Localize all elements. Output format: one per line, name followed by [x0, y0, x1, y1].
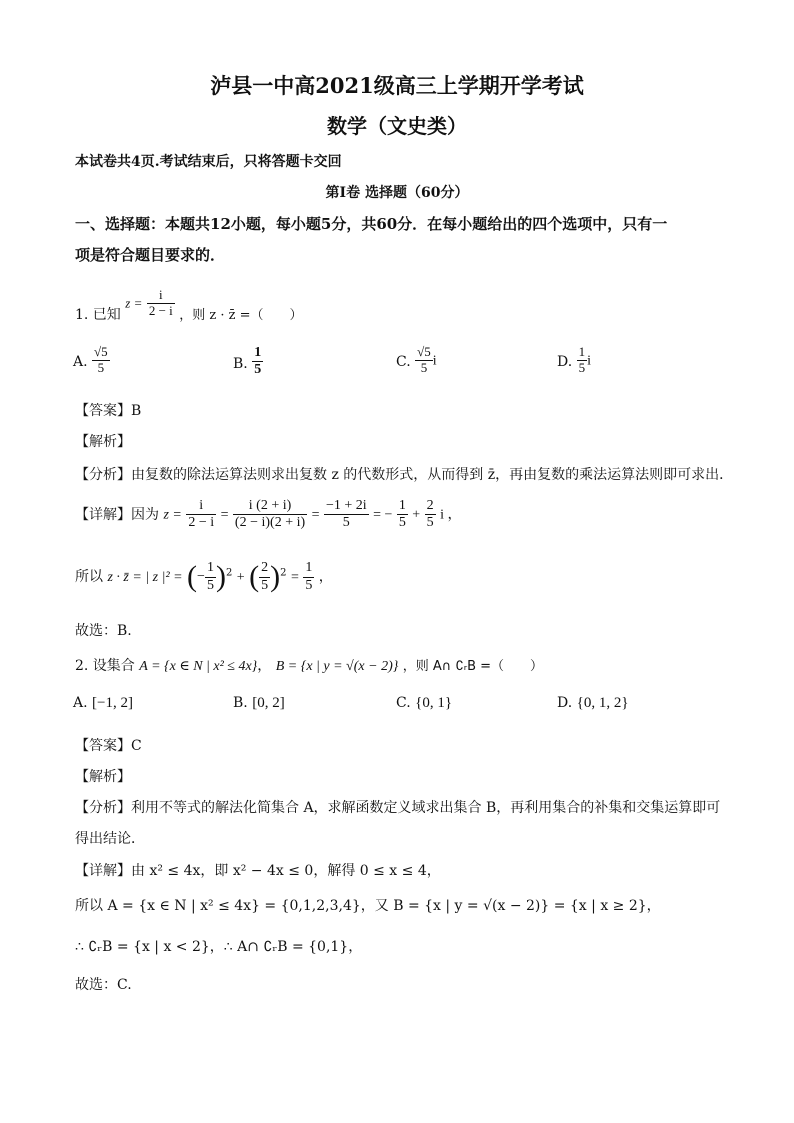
q1-prefix: 1. 已知 [75, 307, 121, 324]
q2-detail-1: 【详解】由 x² ≤ 4x，即 x² − 4x ≤ 0，解得 0 ≤ x ≤ 4， [75, 863, 441, 879]
q2-option-c: C. {0, 1} [396, 695, 453, 711]
q1-analysis: 【分析】由复数的除法运算法则求出复数 z 的代数形式，从而得到 z̄，再由复数的乘法运算法则即可求出． [75, 467, 734, 483]
q1-fraction: $\frac{i}{2 - i}$ [148, 287, 173, 318]
q1-answer: 【答案】B [75, 403, 142, 419]
exam-subtitle: 数学（文史类） [327, 114, 467, 138]
q1-analysis-label: 【解析】 [75, 434, 131, 450]
exam-title: 泸县一中高2021级高三上学期开学考试 [210, 73, 584, 98]
instructions-line-2: 项是符合题目要求的． [75, 246, 226, 264]
q2-answer: 【答案】C [75, 738, 142, 754]
q2-option-d: D. {0, 1, 2} [557, 695, 629, 711]
q2-choose: 故选：C. [75, 977, 132, 993]
q1-z: z = [125, 295, 143, 311]
q2-option-b: B. [0, 2] [233, 695, 285, 711]
q1-option-d: D. $\frac{1}{5}$ i [557, 344, 592, 375]
q2-analysis-line-2: 得出结论． [75, 831, 145, 847]
q2-detail-3: ∴ ∁ᵣB = {x | x < 2}，∴ A∩ ∁ᵣB = {0,1}， [75, 939, 363, 955]
section-heading: 第I卷 选择题（60分） [325, 185, 469, 201]
q2-option-a: A. [−1, 2] [73, 695, 133, 711]
q1-ask: ，则 z · z̄ =（ ） [179, 308, 303, 324]
exam-notice: 本试卷共4页.考试结束后，只将答题卡交回 [75, 154, 342, 170]
q1-detail: 【详解】因为 z = $\frac{i}{2 - i}$ = $\frac{i (2 + i)}{(2 - i)(2 + i)}$ = $\frac{-1 + 2i}{5}$ = − $\frac{1}{5}$ + $\frac{2}{5}$ i ， [75, 498, 462, 531]
q1-choose: 故选：B. [75, 623, 132, 639]
q2-analysis-label: 【解析】 [75, 769, 131, 785]
q1-so: 所以 z · z̄ = | z |² = (− $\frac{1}{5}$ )$^2$ + ( $\frac{2}{5}$ )$^2$ = $\frac{1}{5}$ ， [75, 560, 333, 593]
q1-option-b: B. $\frac{1}{5}$ [233, 345, 262, 378]
q2-analysis-line-1: 【分析】利用不等式的解法化简集合 A，求解函数定义域求出集合 B，再利用集合的补集和交集运算即可 [75, 800, 721, 816]
q2-detail-2: 所以 A = {x ∈ N | x² ≤ 4x} = {0,1,2,3,4}，又 B = {x | y = √(x − 2)} = {x | x ≥ 2}， [75, 898, 661, 914]
question-2: 2. 设集合 A = {x ∈ N | x² ≤ 4x}， B = {x | y = √(x − 2)} ，则 A∩ ∁ᵣB =（ ） [75, 658, 544, 674]
instructions-line-1: 一、选择题：本题共12小题，每小题5分，共60分．在每小题给出的四个选项中，只有一 [75, 215, 668, 233]
q1-option-a: A. $\frac{√5}{5}$ [73, 344, 108, 375]
question-1 [75, 287, 303, 324]
q1-option-c: C. $\frac{√5}{5}$ i [396, 344, 437, 375]
